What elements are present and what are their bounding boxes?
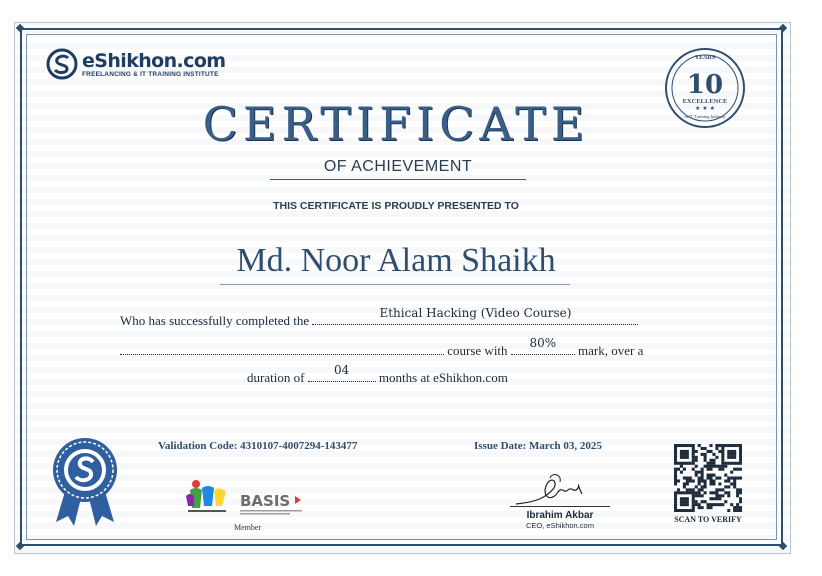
- basis-member-logo: [184, 474, 324, 536]
- issue-label: Issue Date:: [474, 440, 527, 452]
- badge-stars-icon: ★ ★ ★: [695, 105, 715, 112]
- certificate-title: CERTIFICATE: [202, 97, 590, 151]
- signer-title: CEO, eShikhon.com: [526, 521, 594, 530]
- months-field: [308, 363, 376, 382]
- ceo-signature-image: [506, 468, 616, 510]
- digital-bangladesh-icon: [186, 480, 226, 512]
- validation-code: [158, 440, 357, 452]
- mark-field: [511, 336, 575, 355]
- course-name: Ethical Hacking (Video Course): [379, 306, 572, 320]
- course-continuation-field: [120, 342, 444, 355]
- badge-number: 10: [686, 70, 724, 100]
- validation-label: Validation Code:: [158, 440, 238, 452]
- medal-seal-icon: [50, 436, 120, 526]
- validation-value: 4310107-4007294-143477: [240, 440, 358, 452]
- completion-prefix: Who has successfully completed the: [120, 313, 310, 328]
- badge-years-text: YEARS: [694, 55, 716, 61]
- issue-date: [474, 440, 602, 452]
- mark-value: 80%: [529, 336, 557, 350]
- completion-line: [120, 306, 638, 329]
- logo-tagline: FREELANCING & IT TRAINING INSTITUTE: [82, 70, 219, 78]
- eshikhon-logo-icon: [46, 48, 78, 80]
- qr-code-icon[interactable]: [674, 444, 742, 512]
- signature-line: [510, 506, 610, 507]
- scan-to-verify-label: SCAN TO VERIFY: [674, 515, 742, 524]
- duration-line: [247, 363, 508, 386]
- mark-suffix: mark, over a: [578, 343, 644, 358]
- months-value: 04: [334, 363, 350, 377]
- member-label: Member: [234, 523, 262, 532]
- presented-to-line: THIS CERTIFICATE IS PROUDLY PRESENTED TO: [273, 200, 519, 212]
- logo-brand-name: eShikhon.com: [82, 49, 226, 72]
- basis-label: BASIS: [240, 492, 291, 510]
- signer-name: Ibrahim Akbar: [526, 510, 594, 521]
- certificate-subtitle: OF ACHIEVEMENT: [270, 158, 526, 180]
- badge-excellence-text: EXCELLENCE: [682, 98, 728, 105]
- issue-value: March 03, 2025: [529, 440, 602, 452]
- course-field: [312, 306, 638, 325]
- recipient-name: Md. Noor Alam Shaikh: [236, 242, 556, 279]
- duration-suffix: months at eShikhon.com: [378, 370, 508, 385]
- duration-prefix: duration of: [247, 370, 305, 385]
- basis-arrow-icon: [295, 496, 301, 504]
- badge-arc-text: in IT Training Industry: [684, 114, 726, 119]
- course-with-text: course with: [447, 343, 508, 358]
- signer-block: [500, 510, 620, 530]
- eshikhon-logo: [46, 48, 225, 80]
- mark-line: [120, 336, 644, 359]
- recipient-underline: [220, 284, 570, 285]
- ten-years-badge: [664, 47, 746, 129]
